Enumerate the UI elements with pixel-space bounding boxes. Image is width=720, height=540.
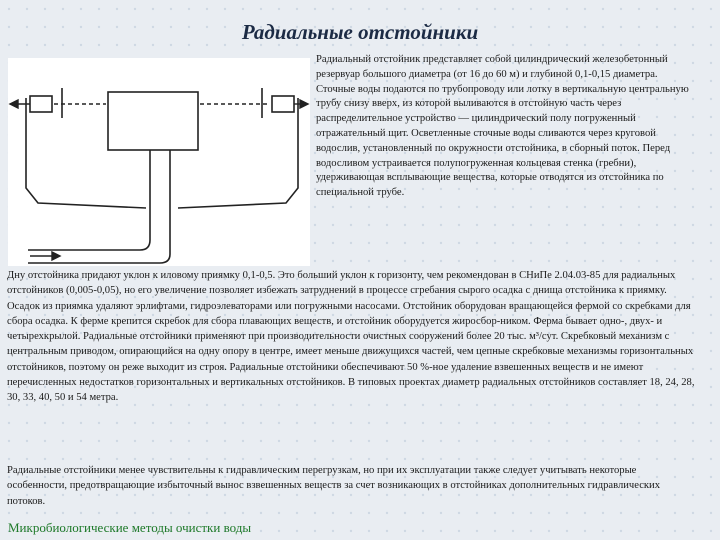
body-paragraph-2: Радиальные отстойники менее чувствительны к гидравлическим перегрузкам, но при их эксплуатации также следует учитывать некоторые особенности, предотвращающие избыточный вынос взвешенных веществ за счет возникающих в отстойниках дополнительных гидравлических потоков. bbox=[7, 465, 661, 507]
intro-text: Радиальный отстойник представляет собой цилиндрический железобетонный резервуар большого диаметра (от 16 до 60 м) и глубиной 0,1-0,15 диаметра. Сточные воды подаются по трубопроводу или лотку в вертикальную центральную трубу снизу вверх, из которой выливаются в отстойную часть через распределительное устройство — цилиндрический полу погруженный отражательный щит. Осветленные сточные воды сливаются через круговой водослив, установленный по окружности отстойника, в сборный поток. Перед водосливом устраивается полупогруженная кольцевая стенка (гребни), удерживающая всплывающие вещества, которые отводятся из отстойника по специальной трубе. bbox=[316, 54, 689, 199]
central-pipe bbox=[150, 150, 170, 208]
tray-left bbox=[30, 96, 52, 112]
inlet-pipe bbox=[28, 208, 170, 263]
radial-settler-diagram bbox=[8, 58, 310, 266]
slide-title: Радиальные отстойники bbox=[241, 20, 479, 44]
footer-caption: Микробиологические методы очистки воды bbox=[8, 520, 252, 535]
tray-right bbox=[272, 96, 294, 112]
central-deflector bbox=[108, 92, 198, 150]
body-paragraph-1: Дну отстойника придают уклон к иловому приямку 0,1-0,5. Это больший уклон к горизонту, чем рекомендован в СНиПе 2.04.03-85 для радиальных отстойников (0,005-0,05), но его увеличение позволяет избежать затруднений в процессе сгребания сырого осадка с днища отстойника к приямку. Осадок из приямка удаляют эрлифтами, гидроэлеваторами или погружными насосами. Отстойник оборудован вращающейся фермой со скребками для сбора осадка. К ферме крепится скребок для сбора плавающих веществ, и отстойник оборудуется жиросбор-ником. Ферма бывает одно-, двух- и четырехкрылой. Радиальные отстойники применяют при производительности очистных сооружений более 20 тыс. м³/сут. Скребковый механизм с центральным приводом, опирающийся на одну опору в центре, имеет меньше движущихся частей, чем цепные скребковые механизмы горизонтальных отстойников, поэтому он реже выходит из строя. Радиальные отстойники обеспечивают 50 %-ное удаление взвешенных веществ и не имеют перечисленных недостатков горизонтальных и вертикальных отстойников. В типовых проектах диаметр радиальных отстойников составляет 18, 24, 28, 30, 33, 40, 50 и 54 метра. bbox=[7, 270, 695, 404]
